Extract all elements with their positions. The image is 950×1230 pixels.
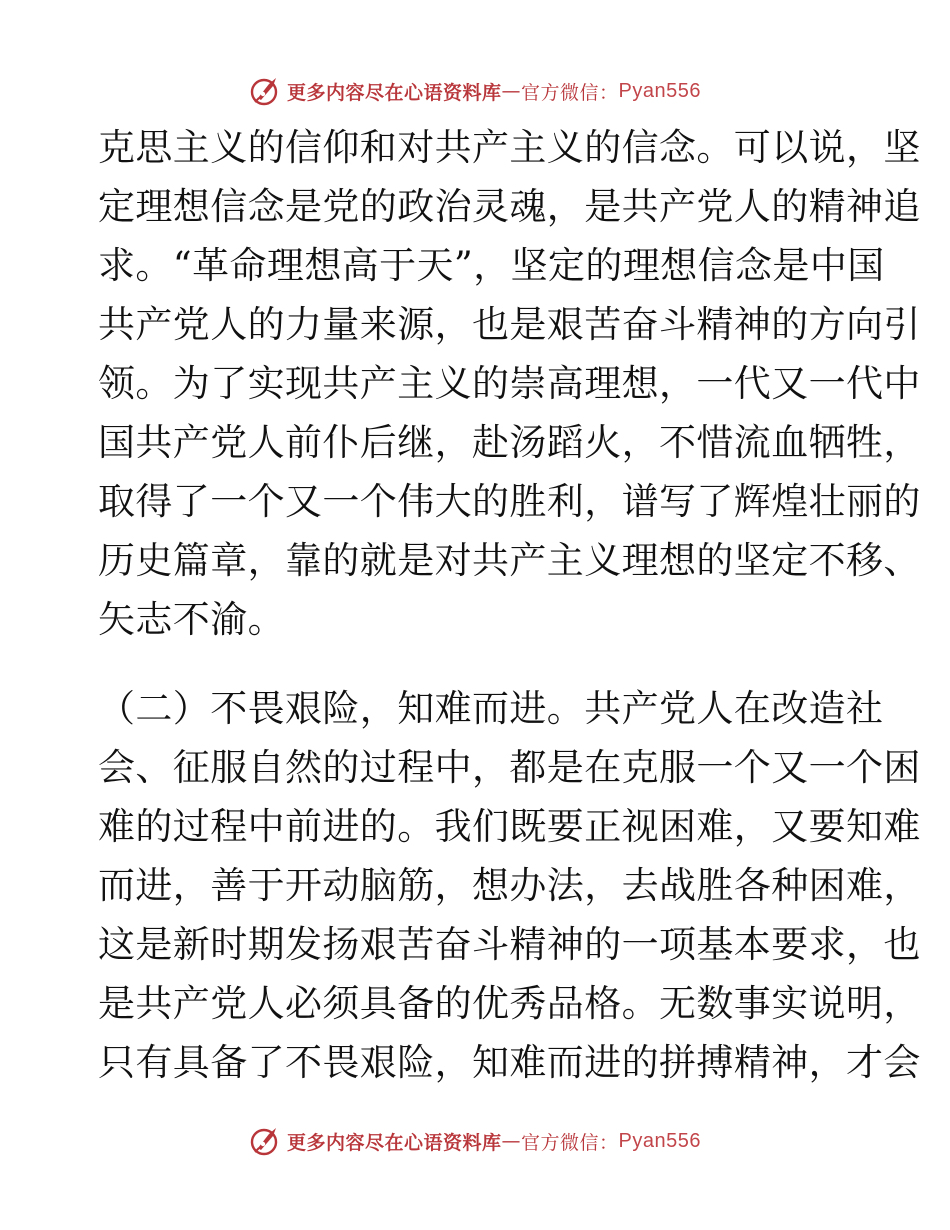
- text-line: 是共产党人必须具备的优秀品格。无数事实说明，: [98, 982, 921, 1025]
- footer-watermark: [0, 1121, 950, 1161]
- text-line: 克思主义的信仰和对共产主义的信念。可以说，坚: [98, 126, 921, 169]
- header-watermark: [0, 71, 950, 111]
- document-body: [98, 118, 921, 1092]
- watermark-wechat-label: 官方微信：: [521, 1131, 619, 1154]
- text-line: 领。为了实现共产主义的崇高理想，一代又一代中: [98, 362, 921, 405]
- text-line: 而进，善于开动脑筋，想办法，去战胜各种困难，: [98, 864, 921, 907]
- text-line: 取得了一个又一个伟大的胜利，谱写了辉煌壮丽的: [98, 480, 921, 523]
- text-line: 会、征服自然的过程中，都是在克服一个又一个困: [98, 746, 921, 789]
- text-line: 矢志不渝。: [98, 598, 285, 641]
- pen-nib-logo-icon: [249, 74, 283, 108]
- text-line: 国共产党人前仆后继，赴汤蹈火，不惜流血牺牲，: [98, 421, 921, 464]
- watermark-wechat-id: Pyan556: [618, 79, 701, 102]
- text-line: 历史篇章，靠的就是对共产主义理想的坚定不移、: [98, 539, 921, 582]
- watermark-wechat-id: Pyan556: [618, 1129, 701, 1152]
- text-line: 只有具备了不畏艰险，知难而进的拼搏精神，才会: [98, 1041, 921, 1084]
- text-line: 求。“革命理想高于天”，坚定的理想信念是中国: [98, 244, 885, 287]
- paragraph-2: [98, 679, 921, 1092]
- watermark-main-text: 更多内容尽在心语资料库: [287, 81, 502, 104]
- watermark-separator: —: [501, 80, 522, 102]
- paragraph-1: [98, 118, 921, 649]
- text-line: 难的过程中前进的。我们既要正视困难，又要知难: [98, 805, 921, 848]
- text-line: 共产党人的力量来源，也是艰苦奋斗精神的方向引: [98, 303, 921, 346]
- text-line: 这是新时期发扬艰苦奋斗精神的一项基本要求，也: [98, 923, 921, 966]
- text-line: （二）不畏艰险，知难而进。共产党人在改造社: [98, 687, 884, 730]
- text-line: 定理想信念是党的政治灵魂，是共产党人的精神追: [98, 185, 921, 228]
- watermark-main-text: 更多内容尽在心语资料库: [287, 1131, 502, 1154]
- watermark-separator: —: [501, 1130, 522, 1152]
- pen-nib-logo-icon: [249, 1124, 283, 1158]
- watermark-wechat-label: 官方微信：: [521, 81, 619, 104]
